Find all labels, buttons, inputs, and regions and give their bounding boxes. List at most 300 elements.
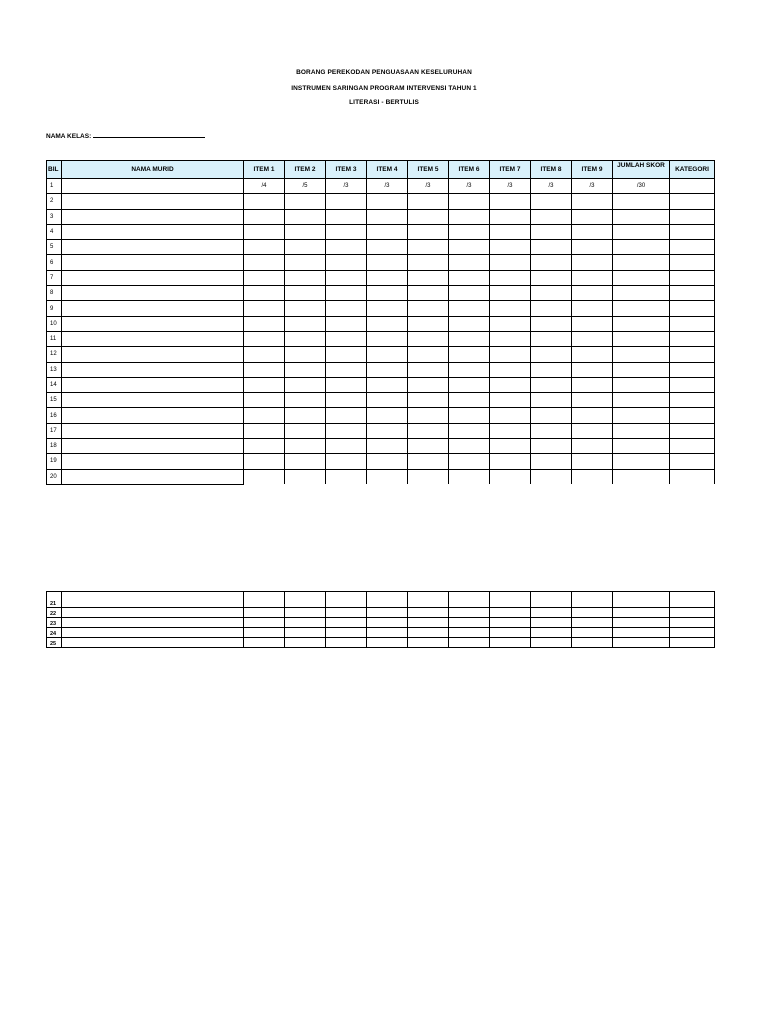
score-cell[interactable] [449,240,490,255]
score-cell[interactable] [244,316,285,331]
score-cell[interactable] [613,286,670,301]
score-cell[interactable] [326,286,367,301]
score-cell[interactable] [613,618,670,628]
score-cell[interactable] [367,423,408,438]
score-cell[interactable] [326,618,367,628]
score-cell[interactable] [613,209,670,224]
score-cell[interactable] [531,393,572,408]
score-cell[interactable] [285,469,326,484]
score-cell[interactable] [670,240,715,255]
score-cell[interactable] [244,270,285,285]
score-cell[interactable] [244,439,285,454]
score-cell[interactable] [490,618,531,628]
score-cell[interactable] [670,393,715,408]
score-cell[interactable] [670,255,715,270]
score-cell[interactable] [490,316,531,331]
table-row [47,194,715,209]
score-cell[interactable] [613,255,670,270]
score-cell[interactable] [367,638,408,648]
score-cell[interactable] [670,286,715,301]
score-cell[interactable] [408,439,449,454]
score-cell[interactable] [244,592,285,608]
table-row [47,469,715,484]
score-cell[interactable] [572,301,613,316]
score-cell[interactable] [670,423,715,438]
score-cell[interactable] [572,286,613,301]
score-cell[interactable] [285,423,326,438]
score-cell[interactable] [449,423,490,438]
score-cell[interactable] [531,301,572,316]
score-cell[interactable] [326,270,367,285]
score-cell[interactable] [670,408,715,423]
score-cell[interactable] [244,209,285,224]
score-cell[interactable] [244,638,285,648]
student-name-cell[interactable] [62,408,244,423]
score-cell[interactable] [449,393,490,408]
score-cell[interactable] [326,377,367,392]
score-cell[interactable] [285,209,326,224]
score-cell[interactable] [531,362,572,377]
score-cell[interactable] [326,439,367,454]
score-cell[interactable] [531,347,572,362]
score-cell[interactable] [490,224,531,239]
score-cell[interactable] [244,393,285,408]
score-cell[interactable] [449,301,490,316]
score-cell[interactable] [244,618,285,628]
score-cell[interactable] [490,347,531,362]
score-cell[interactable] [408,224,449,239]
student-name-cell[interactable] [62,347,244,362]
score-cell[interactable] [490,439,531,454]
score-cell[interactable] [408,286,449,301]
score-cell[interactable] [408,362,449,377]
score-cell[interactable] [408,592,449,608]
score-cell[interactable] [531,618,572,628]
score-cell[interactable] [613,316,670,331]
score-cell[interactable] [408,393,449,408]
student-name-cell[interactable] [62,270,244,285]
score-cell[interactable] [326,592,367,608]
score-cell[interactable] [449,194,490,209]
row-number: 8 [47,286,62,301]
score-cell[interactable] [367,286,408,301]
score-cell[interactable] [613,628,670,638]
score-cell[interactable] [572,316,613,331]
score-cell[interactable] [670,270,715,285]
score-cell[interactable] [531,469,572,484]
student-name-cell[interactable] [62,179,244,194]
score-cell[interactable] [531,331,572,346]
score-cell[interactable] [490,469,531,484]
score-cell[interactable] [572,454,613,469]
score-cell[interactable] [613,408,670,423]
score-cell[interactable] [367,270,408,285]
row-number: 19 [47,454,62,469]
score-cell[interactable] [670,331,715,346]
score-cell[interactable] [367,469,408,484]
score-cell[interactable] [670,618,715,628]
score-cell[interactable] [408,255,449,270]
score-cell[interactable] [613,439,670,454]
score-cell[interactable] [572,362,613,377]
student-name-cell[interactable] [62,423,244,438]
score-cell[interactable] [408,408,449,423]
score-cell[interactable] [449,270,490,285]
header-item-5: ITEM 5 [408,161,449,179]
score-cell[interactable] [449,224,490,239]
score-cell[interactable] [531,638,572,648]
score-cell[interactable] [531,209,572,224]
score-cell[interactable] [449,592,490,608]
score-cell[interactable] [285,608,326,618]
score-cell[interactable] [670,454,715,469]
score-cell[interactable] [572,270,613,285]
score-cell[interactable] [490,240,531,255]
score-cell[interactable] [613,469,670,484]
score-cell[interactable] [367,331,408,346]
score-cell[interactable] [408,194,449,209]
score-cell[interactable] [531,408,572,423]
score-cell[interactable] [531,316,572,331]
table-row [47,377,715,392]
score-cell[interactable] [572,224,613,239]
score-cell[interactable] [244,240,285,255]
student-name-cell[interactable] [62,393,244,408]
score-cell[interactable] [244,408,285,423]
score-cell[interactable] [367,347,408,362]
score-cell[interactable] [285,270,326,285]
score-cell[interactable] [531,194,572,209]
student-name-cell[interactable] [62,638,244,648]
score-cell[interactable] [449,439,490,454]
score-cell[interactable] [572,408,613,423]
score-cell[interactable] [531,286,572,301]
score-cell[interactable] [326,362,367,377]
score-cell[interactable] [367,439,408,454]
score-cell[interactable] [326,194,367,209]
score-cell[interactable] [613,608,670,618]
score-cell[interactable] [531,224,572,239]
score-cell[interactable] [244,331,285,346]
score-cell[interactable] [670,224,715,239]
score-cell[interactable] [490,423,531,438]
student-name-cell[interactable] [62,316,244,331]
score-cell[interactable] [531,377,572,392]
score-cell[interactable] [490,270,531,285]
score-cell[interactable] [613,423,670,438]
score-cell[interactable] [367,393,408,408]
score-cell[interactable] [367,592,408,608]
score-cell[interactable] [531,423,572,438]
score-cell[interactable] [490,286,531,301]
score-cell[interactable] [285,331,326,346]
score-cell[interactable] [244,347,285,362]
score-cell[interactable] [490,628,531,638]
student-name-cell[interactable] [62,255,244,270]
score-cell[interactable] [408,608,449,618]
score-cell[interactable] [670,628,715,638]
score-cell[interactable] [326,423,367,438]
score-cell[interactable] [367,194,408,209]
score-cell[interactable] [408,240,449,255]
score-cell[interactable] [244,628,285,638]
student-name-cell[interactable] [62,608,244,618]
score-cell[interactable] [244,286,285,301]
score-cell[interactable] [285,194,326,209]
score-cell[interactable] [449,347,490,362]
score-cell[interactable] [572,331,613,346]
score-cell[interactable] [613,301,670,316]
score-cell[interactable] [285,439,326,454]
score-cell[interactable] [449,608,490,618]
student-name-cell[interactable] [62,592,244,608]
score-cell[interactable] [285,618,326,628]
score-cell[interactable] [244,608,285,618]
score-cell[interactable] [408,377,449,392]
score-cell[interactable] [572,240,613,255]
score-cell[interactable] [408,209,449,224]
score-cell[interactable] [670,362,715,377]
form-title: BORANG PEREKODAN PENGUASAAN KESELURUHAN [296,69,472,76]
score-cell[interactable] [449,362,490,377]
score-cell[interactable] [613,362,670,377]
score-cell[interactable] [285,362,326,377]
score-cell[interactable] [613,194,670,209]
score-cell[interactable] [490,301,531,316]
score-cell[interactable] [285,592,326,608]
student-name-cell[interactable] [62,194,244,209]
score-cell[interactable] [670,638,715,648]
score-cell[interactable] [326,628,367,638]
score-cell[interactable] [531,255,572,270]
score-cell[interactable] [572,377,613,392]
score-cell[interactable] [572,439,613,454]
score-cell[interactable] [367,224,408,239]
score-cell[interactable] [408,316,449,331]
score-cell[interactable] [531,439,572,454]
score-cell[interactable] [326,638,367,648]
score-cell[interactable] [670,301,715,316]
score-cell[interactable] [408,301,449,316]
score-cell[interactable] [285,224,326,239]
score-cell[interactable] [490,377,531,392]
score-cell[interactable] [326,469,367,484]
score-cell[interactable] [490,362,531,377]
score-cell[interactable] [531,270,572,285]
score-cell[interactable] [408,454,449,469]
score-cell[interactable] [613,331,670,346]
score-cell[interactable] [244,469,285,484]
score-cell[interactable] [572,194,613,209]
score-cell[interactable] [326,347,367,362]
score-cell[interactable] [367,209,408,224]
score-cell[interactable] [326,408,367,423]
score-cell[interactable] [449,209,490,224]
score-cell[interactable] [285,316,326,331]
student-name-cell[interactable] [62,286,244,301]
score-cell[interactable] [490,608,531,618]
student-name-cell[interactable] [62,454,244,469]
score-cell[interactable] [367,362,408,377]
score-cell[interactable] [285,255,326,270]
score-cell[interactable] [531,628,572,638]
score-cell[interactable] [572,608,613,618]
student-name-cell[interactable] [62,618,244,628]
score-cell[interactable] [244,255,285,270]
student-name-cell[interactable] [62,439,244,454]
score-cell[interactable] [449,454,490,469]
score-cell[interactable] [244,194,285,209]
score-cell[interactable] [326,301,367,316]
score-cell[interactable] [531,608,572,618]
score-cell[interactable] [613,270,670,285]
score-cell[interactable] [572,469,613,484]
score-cell[interactable] [670,439,715,454]
score-cell[interactable] [572,618,613,628]
nama-kelas-blank-line[interactable] [93,131,205,138]
score-cell[interactable] [490,209,531,224]
score-cell[interactable] [613,347,670,362]
student-name-cell[interactable] [62,377,244,392]
score-cell[interactable] [572,592,613,608]
score-cell[interactable] [613,393,670,408]
score-cell[interactable] [326,331,367,346]
score-cell[interactable] [670,377,715,392]
score-cell[interactable] [449,469,490,484]
score-cell[interactable] [613,638,670,648]
score-cell[interactable] [285,408,326,423]
score-cell[interactable] [572,255,613,270]
score-cell[interactable] [572,347,613,362]
score-cell[interactable] [572,628,613,638]
score-cell[interactable] [285,301,326,316]
score-cell[interactable] [326,454,367,469]
score-cell[interactable] [285,286,326,301]
score-cell[interactable] [285,454,326,469]
score-cell[interactable] [367,301,408,316]
score-cell[interactable] [670,469,715,484]
score-cell[interactable] [670,592,715,608]
score-cell[interactable] [244,224,285,239]
score-cell[interactable] [326,316,367,331]
score-cell[interactable] [613,224,670,239]
score-cell[interactable] [285,393,326,408]
row-number: 6 [47,255,62,270]
score-cell[interactable] [670,209,715,224]
score-cell[interactable] [670,179,715,194]
score-cell[interactable] [326,255,367,270]
score-cell[interactable] [244,377,285,392]
score-cell[interactable] [367,408,408,423]
score-cell[interactable] [244,362,285,377]
score-cell[interactable] [613,377,670,392]
score-cell[interactable] [367,316,408,331]
score-cell[interactable] [326,209,367,224]
score-cell[interactable] [490,592,531,608]
score-cell[interactable] [367,240,408,255]
score-cell[interactable] [449,255,490,270]
score-cell[interactable] [572,209,613,224]
score-cell[interactable] [285,638,326,648]
score-cell[interactable] [613,240,670,255]
student-name-cell[interactable] [62,331,244,346]
score-cell[interactable] [670,316,715,331]
score-cell[interactable] [367,377,408,392]
score-cell[interactable] [367,628,408,638]
score-cell[interactable] [531,592,572,608]
score-cell[interactable] [244,454,285,469]
score-cell[interactable] [490,454,531,469]
student-name-cell[interactable] [62,240,244,255]
score-cell[interactable] [285,377,326,392]
score-cell[interactable] [449,331,490,346]
score-cell[interactable] [670,608,715,618]
score-cell[interactable] [449,618,490,628]
score-cell[interactable] [490,331,531,346]
score-cell[interactable] [670,347,715,362]
score-cell[interactable] [613,454,670,469]
score-cell[interactable] [490,194,531,209]
score-cell[interactable] [572,423,613,438]
score-cell[interactable] [449,286,490,301]
score-cell[interactable] [326,224,367,239]
score-cell[interactable] [408,270,449,285]
score-cell[interactable] [408,469,449,484]
score-cell[interactable] [408,423,449,438]
score-cell[interactable] [490,638,531,648]
score-cell[interactable] [613,592,670,608]
score-cell[interactable] [367,608,408,618]
score-cell[interactable] [367,454,408,469]
score-cell[interactable] [531,454,572,469]
score-cell[interactable] [490,255,531,270]
score-cell[interactable] [408,347,449,362]
score-cell[interactable] [285,347,326,362]
score-cell[interactable] [326,608,367,618]
student-name-cell[interactable] [62,224,244,239]
score-cell[interactable] [285,240,326,255]
score-cell[interactable] [449,377,490,392]
score-cell[interactable] [449,408,490,423]
score-cell[interactable] [408,628,449,638]
score-cell[interactable] [572,638,613,648]
score-cell[interactable] [449,628,490,638]
student-name-cell[interactable] [62,301,244,316]
student-name-cell[interactable] [62,362,244,377]
max-score-cell: /3 [326,179,367,194]
score-cell[interactable] [408,638,449,648]
score-cell[interactable] [490,408,531,423]
student-name-cell[interactable] [62,209,244,224]
student-name-cell[interactable] [62,469,244,484]
score-cell[interactable] [670,194,715,209]
score-cell[interactable] [244,423,285,438]
score-cell[interactable] [285,628,326,638]
score-cell[interactable] [408,618,449,628]
score-cell[interactable] [449,316,490,331]
score-cell[interactable] [326,393,367,408]
score-cell[interactable] [531,240,572,255]
score-cell[interactable] [326,240,367,255]
score-cell[interactable] [367,255,408,270]
score-cell[interactable] [490,393,531,408]
student-name-cell[interactable] [62,628,244,638]
score-cell[interactable] [408,331,449,346]
score-cell[interactable] [244,301,285,316]
score-cell[interactable] [449,638,490,648]
score-cell[interactable] [367,618,408,628]
score-cell[interactable] [572,393,613,408]
